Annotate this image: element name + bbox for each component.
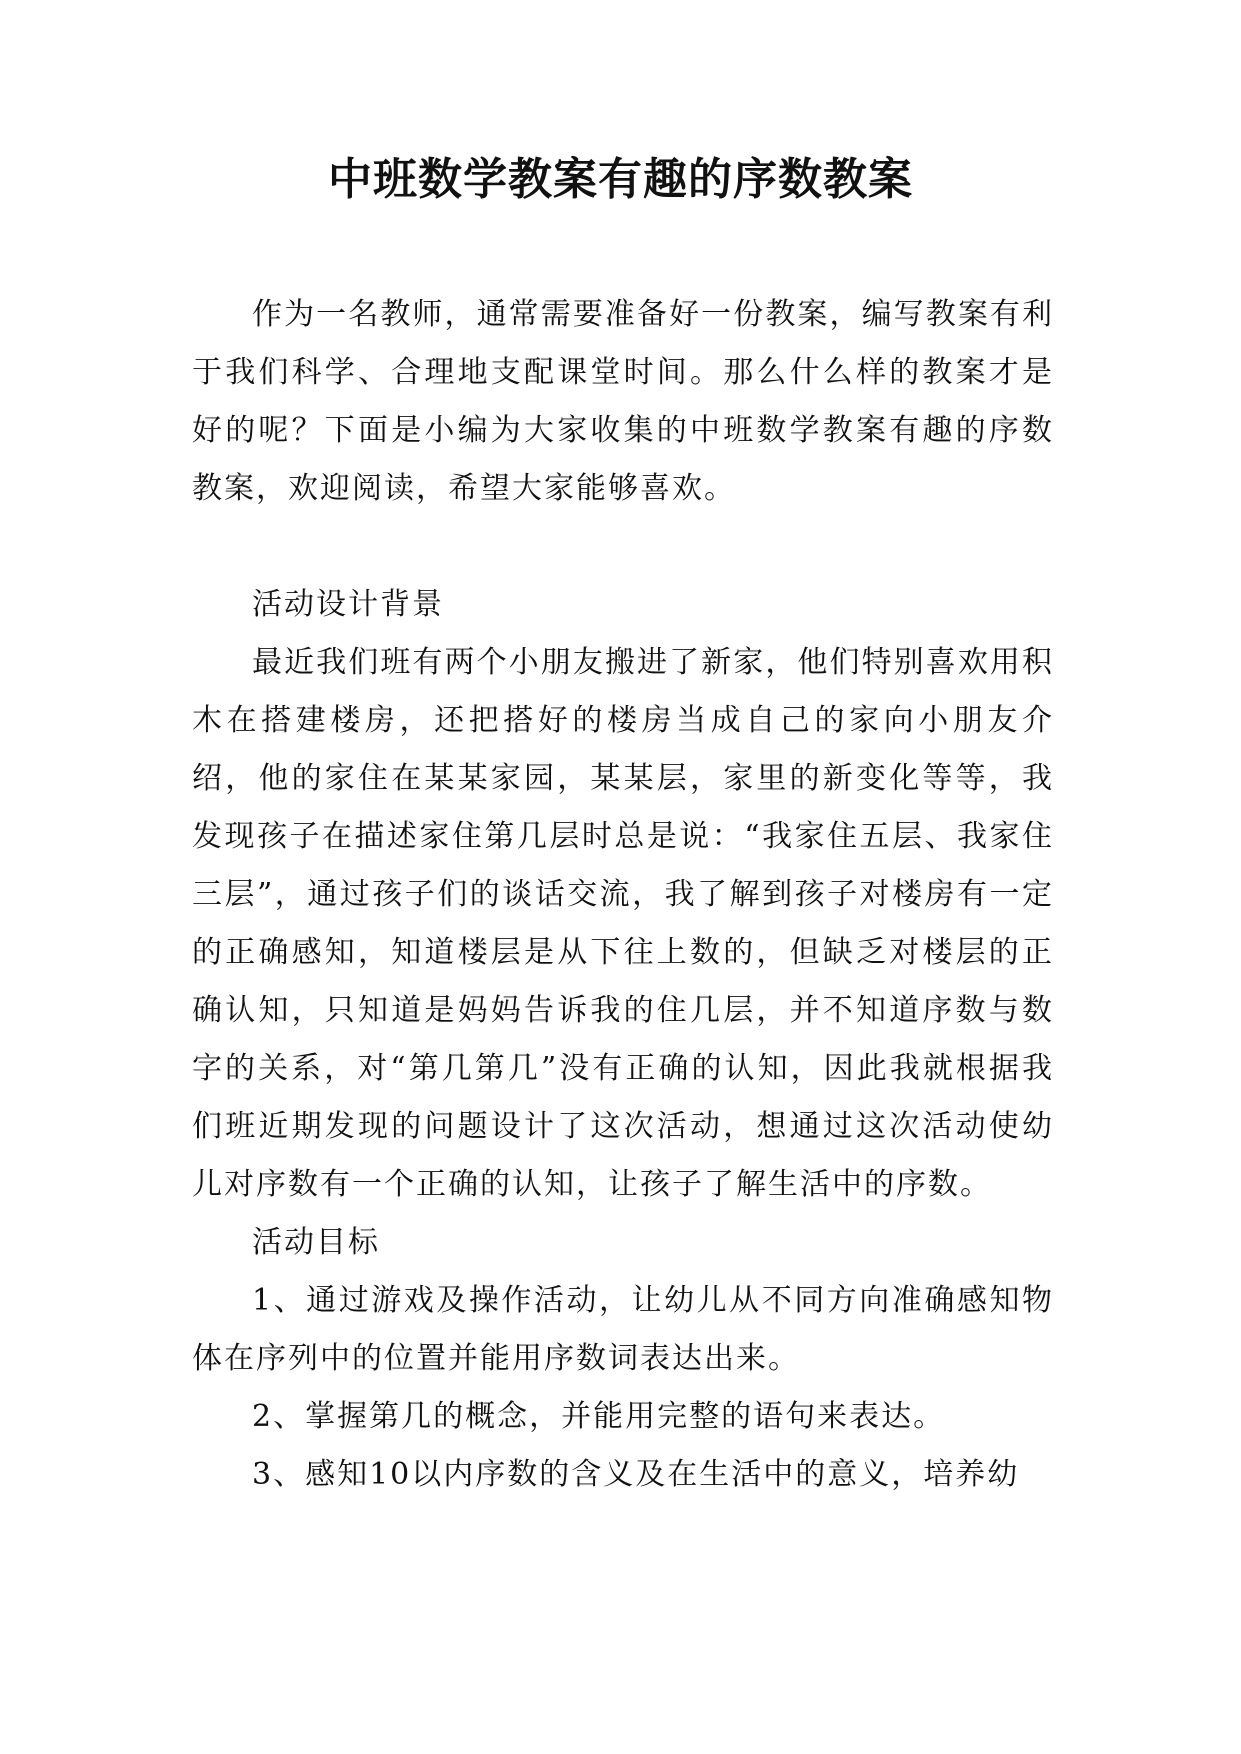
goal-item-1: 1、通过游戏及操作活动，让幼儿从不同方向准确感知物体在序列中的位置并能用序数词表达出来。 [192,1283,1054,1376]
section-heading-goals: 活动目标 [252,1225,380,1260]
paragraph-gap [192,518,1054,576]
goal-item-2: 2、掌握第几的概念，并能用完整的语句来表达。 [252,1399,946,1434]
background-paragraph: 最近我们班有两个小朋友搬进了新家，他们特别喜欢用积木在搭建楼房，还把搭好的楼房当成自己的家向小朋友介绍，他的家住在某某家园，某某层，家里的新变化等等，我发现孩子在描述家住第几层时总是说：“我家住五层、我家住三层”，通过孩子们的谈话交流，我了解到孩子对楼房有一定的正确感知，知道楼层是从下往上数的，但缺乏对楼层的正确认知，只知道是妈妈告诉我的住几层，并不知道序数与数字的关系，对“第几第几”没有正确的认知，因此我就根据我们班近期发现的问题设计了这次活动，想通过这次活动使幼儿对序数有一个正确的认知，让孩子了解生活中的序数。 [192,645,1054,1202]
goal-item-3: 3、感知10以内序数的含义及在生活中的意义，培养幼 [252,1457,1020,1492]
intro-paragraph: 作为一名教师，通常需要准备好一份教案，编写教案有利于我们科学、合理地支配课堂时间。那么什么样的教案才是好的呢？下面是小编为大家收集的中班数学教案有趣的序数教案，欢迎阅读，希望大家能够喜欢。 [192,297,1054,506]
document-title: 中班数学教案有趣的序数教案 [328,154,913,205]
section-heading-background: 活动设计背景 [252,587,444,622]
document-body [192,286,1054,1504]
